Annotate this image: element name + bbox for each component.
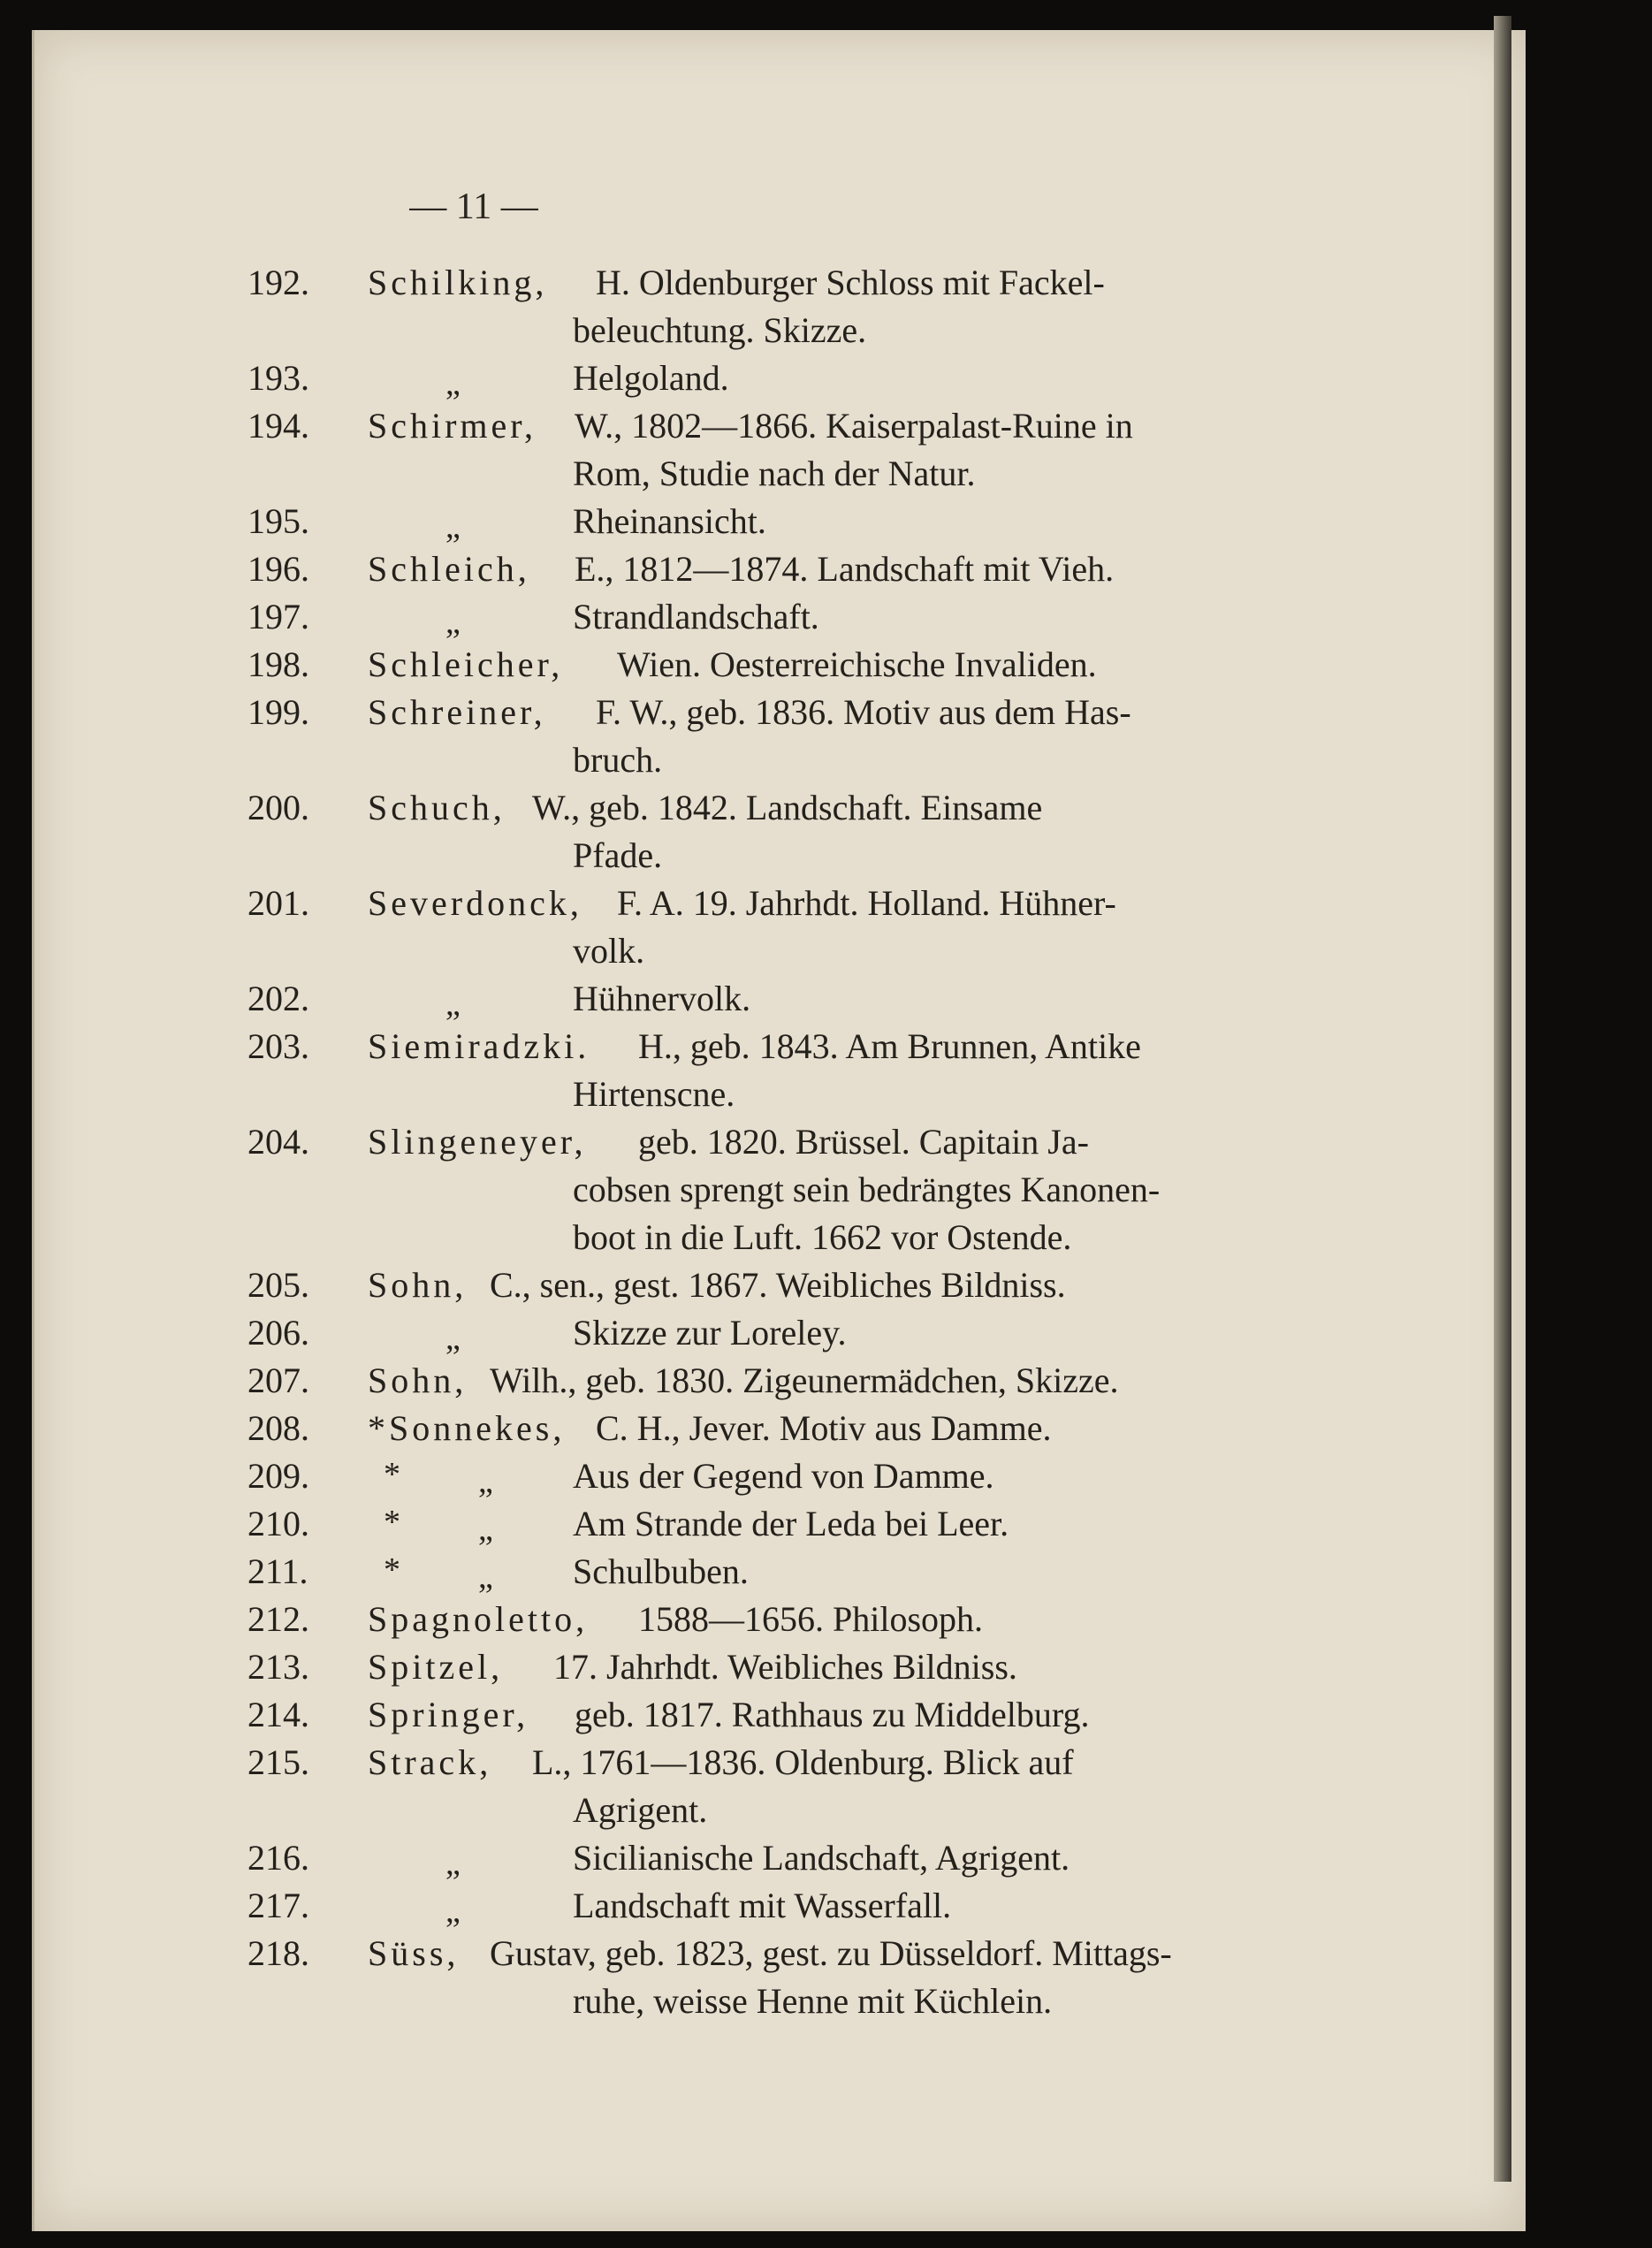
artist-name: Slingeneyer, — [368, 1122, 587, 1162]
entry-number: 214. — [247, 1695, 309, 1734]
catalog-entry — [32, 357, 1526, 405]
catalog-entry — [32, 1741, 1526, 1837]
entry-number: 194. — [247, 406, 309, 446]
catalog-entry — [32, 1503, 1526, 1551]
catalog-entry — [32, 1121, 1526, 1264]
entry-description: C. H., Jever. Motiv aus Damme. — [596, 1408, 1052, 1448]
artist-name: Süss, — [368, 1933, 460, 1973]
artist-name: Schirmer, — [368, 406, 537, 446]
entry-number: 216. — [247, 1838, 309, 1878]
entry-number: 195. — [247, 501, 309, 541]
entry-number: 199. — [247, 692, 309, 732]
catalog-entry — [32, 405, 1526, 500]
entry-description-continuation: ruhe, weisse Henne mit Küchlein. — [573, 1981, 1053, 2021]
catalog-entries — [32, 262, 1526, 2028]
entry-description-continuation: boot in die Luft. 1662 vor Ostende. — [573, 1217, 1072, 1257]
ditto-mark: „ — [445, 1845, 461, 1882]
entry-description: H. Oldenburger Schloss mit Fackel- — [596, 263, 1105, 302]
entry-description: Strandlandschaft. — [573, 597, 819, 636]
artist-name: Spitzel, — [368, 1647, 504, 1687]
catalog-entry — [32, 1264, 1526, 1312]
entry-description: H., geb. 1843. Am Brunnen, Antike — [638, 1026, 1141, 1066]
entry-number: 213. — [247, 1647, 309, 1687]
entry-description-continuation: cobsen sprengt sein bedrängtes Kanonen- — [573, 1170, 1161, 1209]
catalog-entry — [32, 882, 1526, 978]
ditto-mark: „ — [445, 604, 461, 641]
artist-name: Siemiradzki. — [368, 1026, 590, 1066]
catalog-entry — [32, 548, 1526, 596]
catalog-entry — [32, 1455, 1526, 1503]
entry-description-continuation: Pfade. — [573, 835, 663, 875]
entry-description: C., sen., gest. 1867. Weibliches Bildniss. — [490, 1265, 1066, 1305]
catalog-entry — [32, 1407, 1526, 1455]
artist-name: Springer, — [368, 1695, 529, 1734]
artist-name: Severdonck, — [368, 883, 582, 923]
artist-name: Strack, — [368, 1742, 492, 1782]
catalog-entry — [32, 500, 1526, 548]
entry-description: F. A. 19. Jahrhdt. Holland. Hühner- — [617, 883, 1116, 923]
entry-number: 218. — [247, 1933, 309, 1973]
entry-number: 215. — [247, 1742, 309, 1782]
ditto-mark: „ — [478, 1463, 493, 1500]
artist-name: Schilking, — [368, 263, 548, 302]
artist-name: Schleich, — [368, 549, 530, 589]
catalog-entry — [32, 1885, 1526, 1932]
entry-description: Helgoland. — [573, 358, 729, 398]
entry-description-continuation: Rom, Studie nach der Natur. — [573, 453, 976, 493]
entry-description: F. W., geb. 1836. Motiv aus dem Has- — [596, 692, 1131, 732]
entry-description: Aus der Gegend von Damme. — [573, 1456, 994, 1496]
ditto-mark: „ — [478, 1558, 493, 1596]
entry-description-continuation: Agrigent. — [573, 1790, 708, 1830]
ditto-mark: „ — [445, 365, 461, 402]
entry-description: Schulbuben. — [573, 1551, 749, 1591]
artist-name: Sohn, — [368, 1360, 468, 1400]
entry-description: Wien. Oesterreichische Invaliden. — [617, 644, 1097, 684]
catalog-entry — [32, 1837, 1526, 1885]
entry-description: Landschaft mit Wasserfall. — [573, 1886, 952, 1925]
entry-number: 204. — [247, 1122, 309, 1162]
ditto-mark: „ — [445, 508, 461, 545]
entry-number: 196. — [247, 549, 309, 589]
entry-description: L., 1761—1836. Oldenburg. Blick auf — [532, 1742, 1074, 1782]
entry-number: 212. — [247, 1599, 309, 1639]
entry-number: 197. — [247, 597, 309, 636]
entry-number: 206. — [247, 1313, 309, 1353]
entry-number: 217. — [247, 1886, 309, 1925]
entry-description: Sicilianische Landschaft, Agrigent. — [573, 1838, 1070, 1878]
asterisk-marker: * — [384, 1551, 400, 1589]
book-page — [32, 30, 1526, 2231]
entry-description: geb. 1817. Rathhaus zu Middelburg. — [575, 1695, 1090, 1734]
asterisk-marker: * — [384, 1456, 400, 1493]
entry-description: 1588—1656. Philosoph. — [638, 1599, 984, 1639]
entry-description: geb. 1820. Brüssel. Capitain Ja- — [638, 1122, 1089, 1162]
catalog-entry — [32, 596, 1526, 644]
entry-number: 198. — [247, 644, 309, 684]
entry-description: Wilh., geb. 1830. Zigeunermädchen, Skizze. — [490, 1360, 1119, 1400]
entry-number: 201. — [247, 883, 309, 923]
entry-description-continuation: bruch. — [573, 740, 663, 780]
catalog-entry — [32, 1694, 1526, 1741]
entry-description-continuation: Hirtenscne. — [573, 1074, 735, 1114]
catalog-entry — [32, 1025, 1526, 1121]
ditto-mark: „ — [445, 1320, 461, 1357]
catalog-entry — [32, 644, 1526, 691]
entry-description: Gustav, geb. 1823, gest. zu Düsseldorf. Mittags- — [490, 1933, 1172, 1973]
entry-number: 203. — [247, 1026, 309, 1066]
ditto-mark: „ — [478, 1511, 493, 1548]
catalog-entry — [32, 1360, 1526, 1407]
entry-number: 200. — [247, 788, 309, 827]
artist-name: Schreiner, — [368, 692, 546, 732]
page-edge — [1494, 16, 1511, 2182]
catalog-entry — [32, 1551, 1526, 1598]
entry-description: Skizze zur Loreley. — [573, 1313, 847, 1353]
entry-description: W., geb. 1842. Landschaft. Einsame — [532, 788, 1043, 827]
entry-number: 192. — [247, 263, 309, 302]
entry-description: Rheinansicht. — [573, 501, 766, 541]
entry-description-continuation: beleuchtung. Skizze. — [573, 310, 867, 350]
entry-description: W., 1802—1866. Kaiserpalast-Ruine in — [575, 406, 1133, 446]
entry-number: 202. — [247, 979, 309, 1018]
entry-number: 193. — [247, 358, 309, 398]
catalog-entry — [32, 1312, 1526, 1360]
artist-name: Schuch, — [368, 788, 506, 827]
entry-number: 208. — [247, 1408, 309, 1448]
entry-description-continuation: volk. — [573, 931, 645, 971]
ditto-mark: „ — [445, 1893, 461, 1930]
catalog-entry — [32, 1646, 1526, 1694]
ditto-mark: „ — [445, 986, 461, 1023]
entry-number: 210. — [247, 1504, 309, 1543]
catalog-entry — [32, 1598, 1526, 1646]
asterisk-marker: * — [384, 1504, 400, 1541]
entry-description: 17. Jahrhdt. Weibliches Bildniss. — [553, 1647, 1017, 1687]
entry-description: Am Strande der Leda bei Leer. — [573, 1504, 1009, 1543]
entry-number: 211. — [247, 1551, 308, 1591]
catalog-entry — [32, 262, 1526, 357]
entry-number: 209. — [247, 1456, 309, 1496]
artist-name: Spagnoletto, — [368, 1599, 589, 1639]
page-number: — 11 — — [409, 187, 538, 227]
artist-name: Sohn, — [368, 1265, 468, 1305]
entry-number: 205. — [247, 1265, 309, 1305]
artist-name: Schleicher, — [368, 644, 564, 684]
artist-name: *Sonnekes, — [368, 1408, 566, 1448]
catalog-entry — [32, 691, 1526, 787]
catalog-entry — [32, 978, 1526, 1025]
catalog-entry — [32, 787, 1526, 882]
entry-description: Hühnervolk. — [573, 979, 751, 1018]
entry-number: 207. — [247, 1360, 309, 1400]
entry-description: E., 1812—1874. Landschaft mit Vieh. — [575, 549, 1115, 589]
catalog-entry — [32, 1932, 1526, 2028]
